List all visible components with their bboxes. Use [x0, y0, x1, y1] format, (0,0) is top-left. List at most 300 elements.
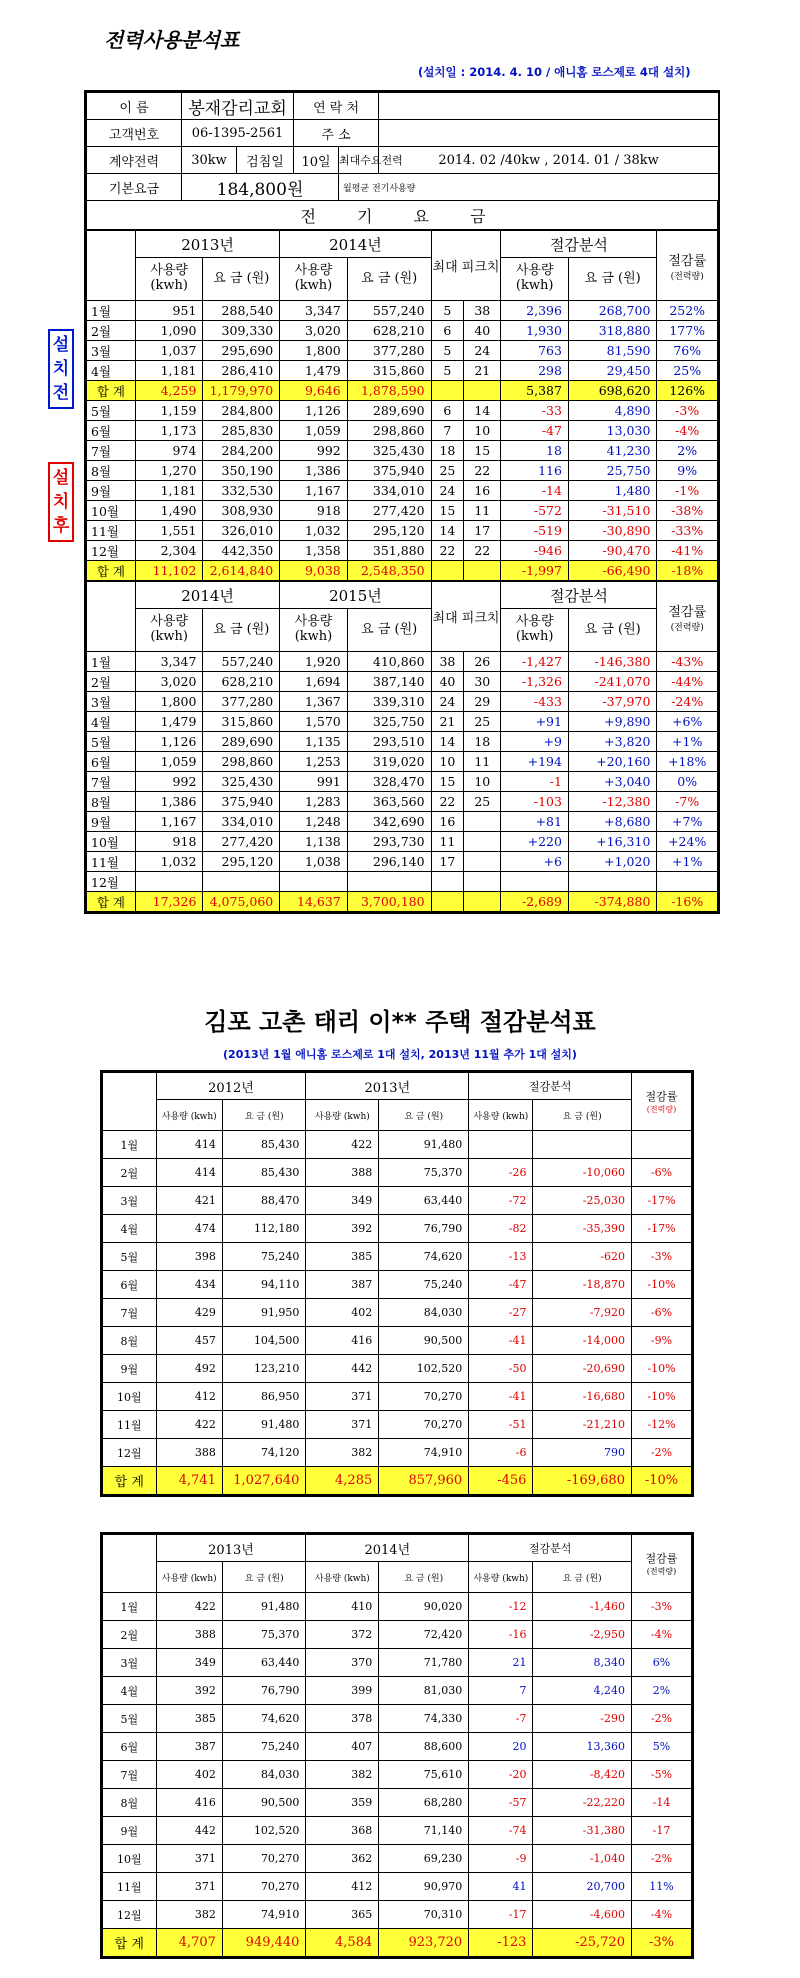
t4-cell: -25,720 — [533, 1929, 632, 1957]
t4-cell: 392 — [156, 1677, 222, 1705]
max-demand-label: 최대수요전력 — [339, 147, 379, 174]
t4-row — [103, 1873, 692, 1901]
t4-cell: 1월 — [103, 1593, 157, 1621]
gimpo-subheader-5: 요 금 (원) — [533, 1100, 632, 1131]
t1-cell: 1,490 — [135, 501, 203, 521]
t4-cell: -4% — [631, 1901, 691, 1929]
t4-cell: 368 — [306, 1817, 379, 1845]
t4-cell: 10월 — [103, 1845, 157, 1873]
t2-cell: +16,310 — [568, 832, 656, 852]
t4-cell: 74,620 — [222, 1705, 306, 1733]
t4-cell: 84,030 — [222, 1761, 306, 1789]
t4-cell: 11% — [631, 1873, 691, 1901]
t1-cell: 2,396 — [501, 301, 569, 321]
t2-rate-header — [657, 582, 718, 652]
t2-cell: 17 — [431, 852, 464, 872]
t4-cell: 13,360 — [533, 1733, 632, 1761]
gimpo-cell: -12% — [631, 1411, 691, 1439]
t2-cell: 25 — [464, 712, 501, 732]
t1-cell: 22 — [464, 461, 501, 481]
t4-cell: 70,270 — [222, 1845, 306, 1873]
t4-cell: -5% — [631, 1761, 691, 1789]
t1-rate-header — [657, 231, 718, 301]
t4-cell: -3% — [631, 1593, 691, 1621]
t4-cell: -4,600 — [533, 1901, 632, 1929]
t2-corner — [87, 582, 136, 652]
t2-cell: 339,310 — [347, 692, 431, 712]
t4-subheader-2: 사용량 (kwh) — [306, 1562, 379, 1593]
t1-cell: 951 — [135, 301, 203, 321]
t4-cell: 385 — [156, 1705, 222, 1733]
gimpo-cell: 12월 — [103, 1439, 157, 1467]
t4-cell: 75,610 — [379, 1761, 469, 1789]
t4-cell: 21 — [469, 1649, 533, 1677]
t1-cell: 1,090 — [135, 321, 203, 341]
t2-cell: 3,020 — [135, 672, 203, 692]
t1-cell: 351,880 — [347, 541, 431, 561]
t2-cell: -16% — [657, 892, 718, 912]
t1-cell: 1,179,970 — [203, 381, 280, 401]
t2-cell: +194 — [501, 752, 569, 772]
t2-cell — [464, 832, 501, 852]
gimpo-cell: 76,790 — [379, 1215, 469, 1243]
gimpo-cell: 371 — [306, 1383, 379, 1411]
t1-cell: 24 — [464, 341, 501, 361]
gimpo-cell: -10% — [631, 1467, 691, 1495]
rate-header-label: 절감률 — [668, 604, 707, 620]
gimpo-row — [103, 1243, 692, 1271]
gimpo-cell: 75,240 — [222, 1243, 306, 1271]
t2-cell: 1,248 — [280, 812, 348, 832]
t4-cell: 402 — [156, 1761, 222, 1789]
t1-cell: 284,800 — [203, 401, 280, 421]
t1-cell — [431, 381, 464, 401]
t1-cell: 25% — [657, 361, 718, 381]
t1-cell: -946 — [501, 541, 569, 561]
t2-row — [87, 892, 718, 912]
t2-cell — [464, 892, 501, 912]
gimpo-cell: -47 — [469, 1271, 533, 1299]
gimpo-row — [103, 1355, 692, 1383]
t2-cell: +9 — [501, 732, 569, 752]
t2-cell: 918 — [135, 832, 203, 852]
t1-cell: 1,037 — [135, 341, 203, 361]
t2-cell: 6월 — [87, 752, 136, 772]
gimpo-cell: -17% — [631, 1187, 691, 1215]
t4-cell: -17 — [631, 1817, 691, 1845]
gimpo-cell: 790 — [533, 1439, 632, 1467]
t2-cell: 293,510 — [347, 732, 431, 752]
t1-cell: 25 — [431, 461, 464, 481]
t1-cell: 9월 — [87, 481, 136, 501]
t1-cell: -66,490 — [568, 561, 656, 581]
t4-cell: 371 — [156, 1845, 222, 1873]
gimpo-cell: 94,110 — [222, 1271, 306, 1299]
t2-cell: -44% — [657, 672, 718, 692]
t1-cell: 10 — [464, 421, 501, 441]
t4-row — [103, 1929, 692, 1957]
t1-cell: -14 — [501, 481, 569, 501]
t4-cell: 69,230 — [379, 1845, 469, 1873]
gimpo-cell: 91,950 — [222, 1299, 306, 1327]
t2-cell: -7% — [657, 792, 718, 812]
t1-cell: 3월 — [87, 341, 136, 361]
t4-row — [103, 1789, 692, 1817]
t1-cell: 29,450 — [568, 361, 656, 381]
gimpo-cell: -14,000 — [533, 1327, 632, 1355]
gimpo-subheader-0: 사용량 (kwh) — [156, 1100, 222, 1131]
t2-cell: -37,970 — [568, 692, 656, 712]
t4-cell: 4,240 — [533, 1677, 632, 1705]
t4-cell: 75,240 — [222, 1733, 306, 1761]
t2-cell: 557,240 — [203, 652, 280, 672]
gimpo-cell: 457 — [156, 1327, 222, 1355]
t4-cell: 6월 — [103, 1733, 157, 1761]
gimpo-row — [103, 1187, 692, 1215]
t4-cell: 75,370 — [222, 1621, 306, 1649]
t2-cell — [347, 872, 431, 892]
t1-row — [87, 481, 718, 501]
t4-cell: 5월 — [103, 1705, 157, 1733]
t2-year-b: 2015년 — [280, 582, 431, 609]
t1-cell: 326,010 — [203, 521, 280, 541]
t1-row — [87, 461, 718, 481]
install-note: (설치일 : 2014. 4. 10 / 애니홈 로스제로 4대 설치) — [418, 65, 691, 79]
t4-cell: 923,720 — [379, 1929, 469, 1957]
gimpo-cell: 442 — [306, 1355, 379, 1383]
gimpo-subtitle: (2013년 1월 애니홈 로스제로 1대 설치, 2013년 11월 추가 1대 설치) — [223, 1048, 577, 1061]
gimpo-subheader-2: 사용량 (kwh) — [306, 1100, 379, 1131]
t1-subheader-3: 요 금 (원) — [347, 258, 431, 301]
t2-row — [87, 792, 718, 812]
gimpo-cell: -13 — [469, 1243, 533, 1271]
t1-cell: -1,997 — [501, 561, 569, 581]
t2-cell: 11 — [464, 752, 501, 772]
gimpo-cell: 91,480 — [379, 1131, 469, 1159]
after-install-label — [48, 462, 74, 542]
t1-subheader-2: 사용량 (kwh) — [280, 258, 348, 301]
t2-cell: 628,210 — [203, 672, 280, 692]
gimpo-cell: 429 — [156, 1299, 222, 1327]
t1-cell: -90,470 — [568, 541, 656, 561]
t1-cell: 76% — [657, 341, 718, 361]
bill-heading-table — [86, 201, 718, 230]
t1-cell: 628,210 — [347, 321, 431, 341]
customer-no-label: 고객번호 — [87, 120, 182, 147]
t2-cell: 5월 — [87, 732, 136, 752]
t1-cell: 318,880 — [568, 321, 656, 341]
t2-subheader-5: 요 금 (원) — [568, 609, 656, 652]
t4-cell: 387 — [156, 1733, 222, 1761]
gimpo-cell: -10% — [631, 1355, 691, 1383]
t1-cell: -572 — [501, 501, 569, 521]
t2-cell: -374,880 — [568, 892, 656, 912]
t1-cell: 38 — [464, 301, 501, 321]
t4-cell: 359 — [306, 1789, 379, 1817]
gimpo-cell: 85,430 — [222, 1131, 306, 1159]
t1-cell: 315,860 — [347, 361, 431, 381]
t4-cell: -1,460 — [533, 1593, 632, 1621]
gimpo-cell: 2월 — [103, 1159, 157, 1187]
t2-cell: 1,386 — [135, 792, 203, 812]
t4-cell: -3% — [631, 1929, 691, 1957]
t4-year-b: 2014년 — [306, 1535, 469, 1562]
t2-cell: 991 — [280, 772, 348, 792]
t1-cell: 14 — [431, 521, 464, 541]
gimpo-cell — [631, 1131, 691, 1159]
gimpo-row — [103, 1411, 692, 1439]
t1-cell: -31,510 — [568, 501, 656, 521]
gimpo-cell: 84,030 — [379, 1299, 469, 1327]
gimpo-cell: 88,470 — [222, 1187, 306, 1215]
t4-cell: 410 — [306, 1593, 379, 1621]
gimpo-year-b: 2013년 — [306, 1073, 469, 1100]
t4-cell: 88,600 — [379, 1733, 469, 1761]
t1-cell: 268,700 — [568, 301, 656, 321]
t2-cell: 40 — [431, 672, 464, 692]
t1-cell: 2,304 — [135, 541, 203, 561]
t2-saving-header: 절감분석 — [501, 582, 657, 609]
t1-cell: 992 — [280, 441, 348, 461]
t2-cell: +18% — [657, 752, 718, 772]
gimpo-cell: -456 — [469, 1467, 533, 1495]
t1-cell: 4,259 — [135, 381, 203, 401]
t1-cell: 277,420 — [347, 501, 431, 521]
t1-row — [87, 541, 718, 561]
gimpo-subheader-1: 요 금 (원) — [222, 1100, 306, 1131]
gimpo-cell: 385 — [306, 1243, 379, 1271]
t2-subheader-3: 요 금 (원) — [347, 609, 431, 652]
gimpo-cell: -6% — [631, 1159, 691, 1187]
t2-cell: 11 — [431, 832, 464, 852]
name-label: 이 름 — [87, 93, 182, 120]
t4-cell: 370 — [306, 1649, 379, 1677]
t1-cell: 11월 — [87, 521, 136, 541]
t4-cell: 422 — [156, 1593, 222, 1621]
gimpo-table-2013-2014 — [102, 1534, 692, 1957]
t4-cell: 3월 — [103, 1649, 157, 1677]
gimpo-cell: -41 — [469, 1383, 533, 1411]
t1-cell: 25,750 — [568, 461, 656, 481]
gimpo-cell: 8월 — [103, 1327, 157, 1355]
t1-cell: 1,358 — [280, 541, 348, 561]
t4-cell: 70,310 — [379, 1901, 469, 1929]
t2-row — [87, 652, 718, 672]
t4-subheader-5: 요 금 (원) — [533, 1562, 632, 1593]
t1-cell: 3,020 — [280, 321, 348, 341]
t1-cell: 288,540 — [203, 301, 280, 321]
t1-cell: 6 — [431, 401, 464, 421]
gimpo-cell: 74,120 — [222, 1439, 306, 1467]
t1-row — [87, 301, 718, 321]
t1-cell: 18 — [431, 441, 464, 461]
t4-cell: 90,500 — [222, 1789, 306, 1817]
gimpo-cell: 86,950 — [222, 1383, 306, 1411]
t4-row — [103, 1901, 692, 1929]
t2-cell: -24% — [657, 692, 718, 712]
t2-subheader-1: 요 금 (원) — [203, 609, 280, 652]
gimpo-cell: -21,210 — [533, 1411, 632, 1439]
gimpo-cell: -2% — [631, 1439, 691, 1467]
gimpo-cell: -20,690 — [533, 1355, 632, 1383]
gimpo-cell: 4월 — [103, 1215, 157, 1243]
t1-cell: 298,860 — [347, 421, 431, 441]
max-demand-value: 2014. 02 /40kw , 2014. 01 / 38kw — [379, 147, 719, 174]
t1-cell: 15 — [464, 441, 501, 461]
t1-cell: 16 — [464, 481, 501, 501]
t2-cell: -433 — [501, 692, 569, 712]
t2-cell: +24% — [657, 832, 718, 852]
t1-cell: 309,330 — [203, 321, 280, 341]
t4-cell: 442 — [156, 1817, 222, 1845]
t1-cell: 11 — [464, 501, 501, 521]
t2-row — [87, 812, 718, 832]
t1-cell: 24 — [431, 481, 464, 501]
t4-subheader-0: 사용량 (kwh) — [156, 1562, 222, 1593]
t1-cell: 22 — [431, 541, 464, 561]
t1-cell: 289,690 — [347, 401, 431, 421]
t4-cell: 9월 — [103, 1817, 157, 1845]
t1-cell: 4월 — [87, 361, 136, 381]
t1-cell — [431, 561, 464, 581]
t1-cell: -41% — [657, 541, 718, 561]
t2-cell: 1,800 — [135, 692, 203, 712]
t2-cell: 16 — [431, 812, 464, 832]
t4-cell: 90,020 — [379, 1593, 469, 1621]
t2-cell: 18 — [464, 732, 501, 752]
t1-cell: 9,038 — [280, 561, 348, 581]
t1-year-a: 2013년 — [135, 231, 279, 258]
t2-cell: -103 — [501, 792, 569, 812]
t2-cell: 11월 — [87, 852, 136, 872]
gimpo-cell: -51 — [469, 1411, 533, 1439]
t2-cell: -1,326 — [501, 672, 569, 692]
t4-cell: -4% — [631, 1621, 691, 1649]
t1-cell: -38% — [657, 501, 718, 521]
t1-cell: 763 — [501, 341, 569, 361]
t2-cell: +6% — [657, 712, 718, 732]
t4-cell: 365 — [306, 1901, 379, 1929]
t1-cell: 1,479 — [280, 361, 348, 381]
t2-cell: +81 — [501, 812, 569, 832]
t1-cell: 12월 — [87, 541, 136, 561]
t1-row — [87, 361, 718, 381]
t4-cell: 20,700 — [533, 1873, 632, 1901]
t1-cell: -47 — [501, 421, 569, 441]
gimpo-row — [103, 1271, 692, 1299]
t4-cell: 399 — [306, 1677, 379, 1705]
t1-cell: 5 — [431, 301, 464, 321]
t1-row — [87, 441, 718, 461]
t1-cell: 5,387 — [501, 381, 569, 401]
t4-cell: 7 — [469, 1677, 533, 1705]
gimpo-cell: 422 — [156, 1411, 222, 1439]
t2-cell: 26 — [464, 652, 501, 672]
t4-cell: 71,780 — [379, 1649, 469, 1677]
t4-cell: 382 — [306, 1761, 379, 1789]
t2-cell: -241,070 — [568, 672, 656, 692]
t1-cell: 2,548,350 — [347, 561, 431, 581]
t1-cell: 126% — [657, 381, 718, 401]
t4-row — [103, 1677, 692, 1705]
gimpo-cell: -25,030 — [533, 1187, 632, 1215]
t1-subheader-0: 사용량 (kwh) — [135, 258, 203, 301]
t2-cell: +9,890 — [568, 712, 656, 732]
t2-cell: 4월 — [87, 712, 136, 732]
t1-row — [87, 561, 718, 581]
gimpo-cell: 5월 — [103, 1243, 157, 1271]
t2-cell: 4,075,060 — [203, 892, 280, 912]
t1-cell: 3,347 — [280, 301, 348, 321]
t1-cell: 8월 — [87, 461, 136, 481]
t4-cell: -57 — [469, 1789, 533, 1817]
t2-cell: 1,032 — [135, 852, 203, 872]
t4-saving-header: 절감분석 — [469, 1535, 632, 1562]
before-install-text: 설치전 — [52, 335, 70, 403]
t1-cell: 284,200 — [203, 441, 280, 461]
t1-saving-header: 절감분석 — [501, 231, 657, 258]
t1-cell: 2,614,840 — [203, 561, 280, 581]
t4-cell: 349 — [156, 1649, 222, 1677]
t4-cell: 72,420 — [379, 1621, 469, 1649]
t4-cell: -16 — [469, 1621, 533, 1649]
t1-cell: 21 — [464, 361, 501, 381]
gimpo-cell: -6% — [631, 1299, 691, 1327]
t1-cell: 252% — [657, 301, 718, 321]
t4-cell: 412 — [306, 1873, 379, 1901]
t1-cell: 합 계 — [87, 381, 136, 401]
gimpo-subheader-3: 요 금 (원) — [379, 1100, 469, 1131]
gimpo-cell: 402 — [306, 1299, 379, 1327]
t2-cell: 328,470 — [347, 772, 431, 792]
t2-cell: +1,020 — [568, 852, 656, 872]
gimpo-title: 김포 고촌 태리 이** 주택 절감분석표 — [204, 1008, 596, 1036]
t1-cell: 합 계 — [87, 561, 136, 581]
t4-cell: 68,280 — [379, 1789, 469, 1817]
t1-cell: 40 — [464, 321, 501, 341]
t2-cell: 0% — [657, 772, 718, 792]
t2-cell: 992 — [135, 772, 203, 792]
t4-cell: 5% — [631, 1733, 691, 1761]
gimpo-cell: 1,027,640 — [222, 1467, 306, 1495]
contact-value — [379, 93, 719, 120]
gimpo-cell: 102,520 — [379, 1355, 469, 1383]
t4-cell: 63,440 — [222, 1649, 306, 1677]
base-fee-value: 184,800원 — [182, 174, 339, 201]
t1-year-b: 2014년 — [280, 231, 431, 258]
t1-subheader-4: 사용량 (kwh) — [501, 258, 569, 301]
t2-row — [87, 712, 718, 732]
t2-cell: +20,160 — [568, 752, 656, 772]
t2-cell: 277,420 — [203, 832, 280, 852]
t1-row — [87, 321, 718, 341]
gimpo-row — [103, 1131, 692, 1159]
t1-cell: 1,181 — [135, 481, 203, 501]
t4-cell: 70,270 — [222, 1873, 306, 1901]
t1-row — [87, 401, 718, 421]
customer-no-value: 06-1395-2561 — [182, 120, 294, 147]
table4-wrap — [100, 1532, 694, 1959]
t4-cell: -74 — [469, 1817, 533, 1845]
t4-cell: -2% — [631, 1705, 691, 1733]
t2-cell: +220 — [501, 832, 569, 852]
bill-table-2014-2015 — [86, 581, 718, 912]
t4-corner — [103, 1535, 157, 1593]
t1-row — [87, 421, 718, 441]
t1-cell: -33% — [657, 521, 718, 541]
t2-cell — [657, 872, 718, 892]
t2-cell: 24 — [431, 692, 464, 712]
